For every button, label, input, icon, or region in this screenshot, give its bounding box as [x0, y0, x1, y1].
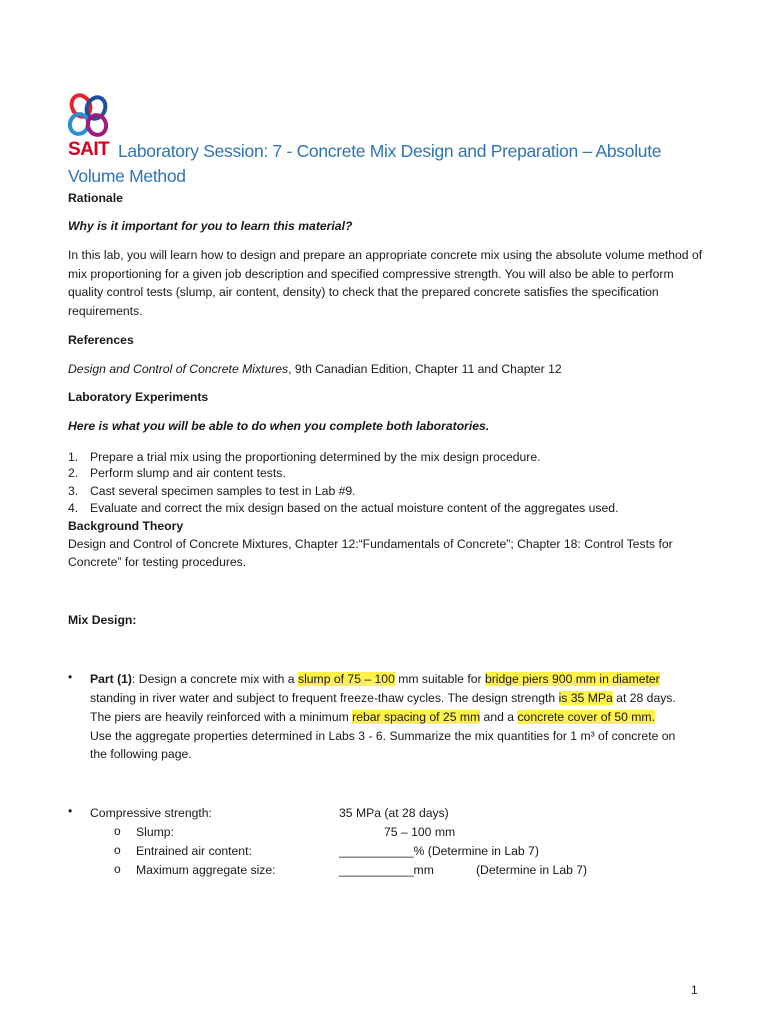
sub-bullet-icon: o [114, 843, 121, 857]
part1-text: The piers are heavily reinforced with a minimum [90, 710, 353, 724]
spec-value: ___________% (Determine in Lab 7) [339, 844, 539, 858]
experiments-heading: Laboratory Experiments [68, 390, 209, 404]
list-number: 1. [68, 450, 79, 464]
rationale-heading: Rationale [68, 191, 123, 205]
spec-label: Entrained air content: [136, 844, 252, 858]
highlight-slump: slump of 75 – 100 [297, 672, 395, 686]
rationale-body: In this lab, you will learn how to design and prepare an appropriate concrete mix using the absolute volume method of mix proportioning for a given job description and specified compressive strength. You will also be able to perform quality control tests (slump, air content, density) to check that the prepared concrete satisfies the specification requirements. [68, 248, 703, 318]
part1-text: and a [480, 710, 518, 724]
spec-label: Maximum aggregate size: [136, 863, 276, 877]
reference-entry [68, 360, 562, 379]
bullet-icon: • [68, 670, 73, 684]
list-number: 2. [68, 466, 79, 480]
part1-line-3 [90, 708, 655, 727]
rationale-question: Why is it important for you to learn this material? [68, 219, 353, 233]
list-text: Prepare a trial mix using the proportioning determined by the mix design procedure. [90, 450, 541, 464]
part1-line-2 [90, 689, 676, 708]
experiments-intro: Here is what you will be able to do when you complete both laboratories. [68, 419, 490, 433]
reference-details: , 9th Canadian Edition, Chapter 11 and Chapter 12 [288, 362, 562, 376]
page-number: 1 [691, 983, 698, 997]
background-heading: Background Theory [68, 519, 184, 533]
sub-bullet-icon: o [114, 862, 121, 876]
list-number: 4. [68, 501, 79, 515]
spec-value: 75 – 100 mm [384, 825, 456, 839]
part1-text: at 28 days. [612, 691, 676, 705]
spec-label: Compressive strength: [90, 806, 212, 820]
references-heading: References [68, 333, 134, 347]
background-line-2: Concrete” for testing procedures. [68, 555, 247, 569]
part1-line-1 [90, 670, 660, 689]
part1-text: mm suitable for [394, 672, 485, 686]
highlight-bridge-piers: bridge piers 900 mm in diameter [484, 672, 660, 686]
reference-book-title: Design and Control of Concrete Mixtures [68, 362, 289, 376]
highlight-concrete-cover: concrete cover of 50 mm. [517, 710, 655, 724]
list-text: Cast several specimen samples to test in Lab #9. [90, 484, 356, 498]
bullet-icon: • [68, 804, 73, 818]
page-title: Laboratory Session: 7 - Concrete Mix Design and Preparation – Absolute Volume Method [68, 141, 662, 186]
spec-label: Slump: [136, 825, 174, 839]
list-text: Evaluate and correct the mix design based on the actual moisture content of the aggregates used. [90, 501, 619, 515]
sub-bullet-icon: o [114, 824, 121, 838]
list-number: 3. [68, 484, 79, 498]
spec-note: (Determine in Lab 7) [476, 863, 588, 877]
part1-text: standing in river water and subject to frequent freeze-thaw cycles. The design strength [90, 691, 559, 705]
list-text: Perform slump and air content tests. [90, 466, 286, 480]
mix-design-heading: Mix Design: [68, 613, 137, 627]
spec-value: 35 MPa (at 28 days) [339, 806, 449, 820]
highlight-rebar-spacing: rebar spacing of 25 mm [352, 710, 481, 724]
spec-value: ___________mm [339, 863, 434, 877]
logo-text: SAIT [68, 139, 110, 160]
part1-text: : Design a concrete mix with a [132, 672, 298, 686]
sait-logo-icon [66, 92, 112, 140]
highlight-strength: is 35 MPa [558, 691, 613, 705]
background-line-1: Design and Control of Concrete Mixtures, Chapter 12:“Fundamentals of Concrete”; Chapter 18: Control Tests for [68, 537, 673, 551]
part1-line-4: Use the aggregate properties determined in Labs 3 - 6. Summarize the mix quantities for 1 m³ of concrete on [90, 729, 676, 743]
part1-line-5: the following page. [90, 747, 192, 761]
part1-label: Part (1) [90, 672, 132, 686]
